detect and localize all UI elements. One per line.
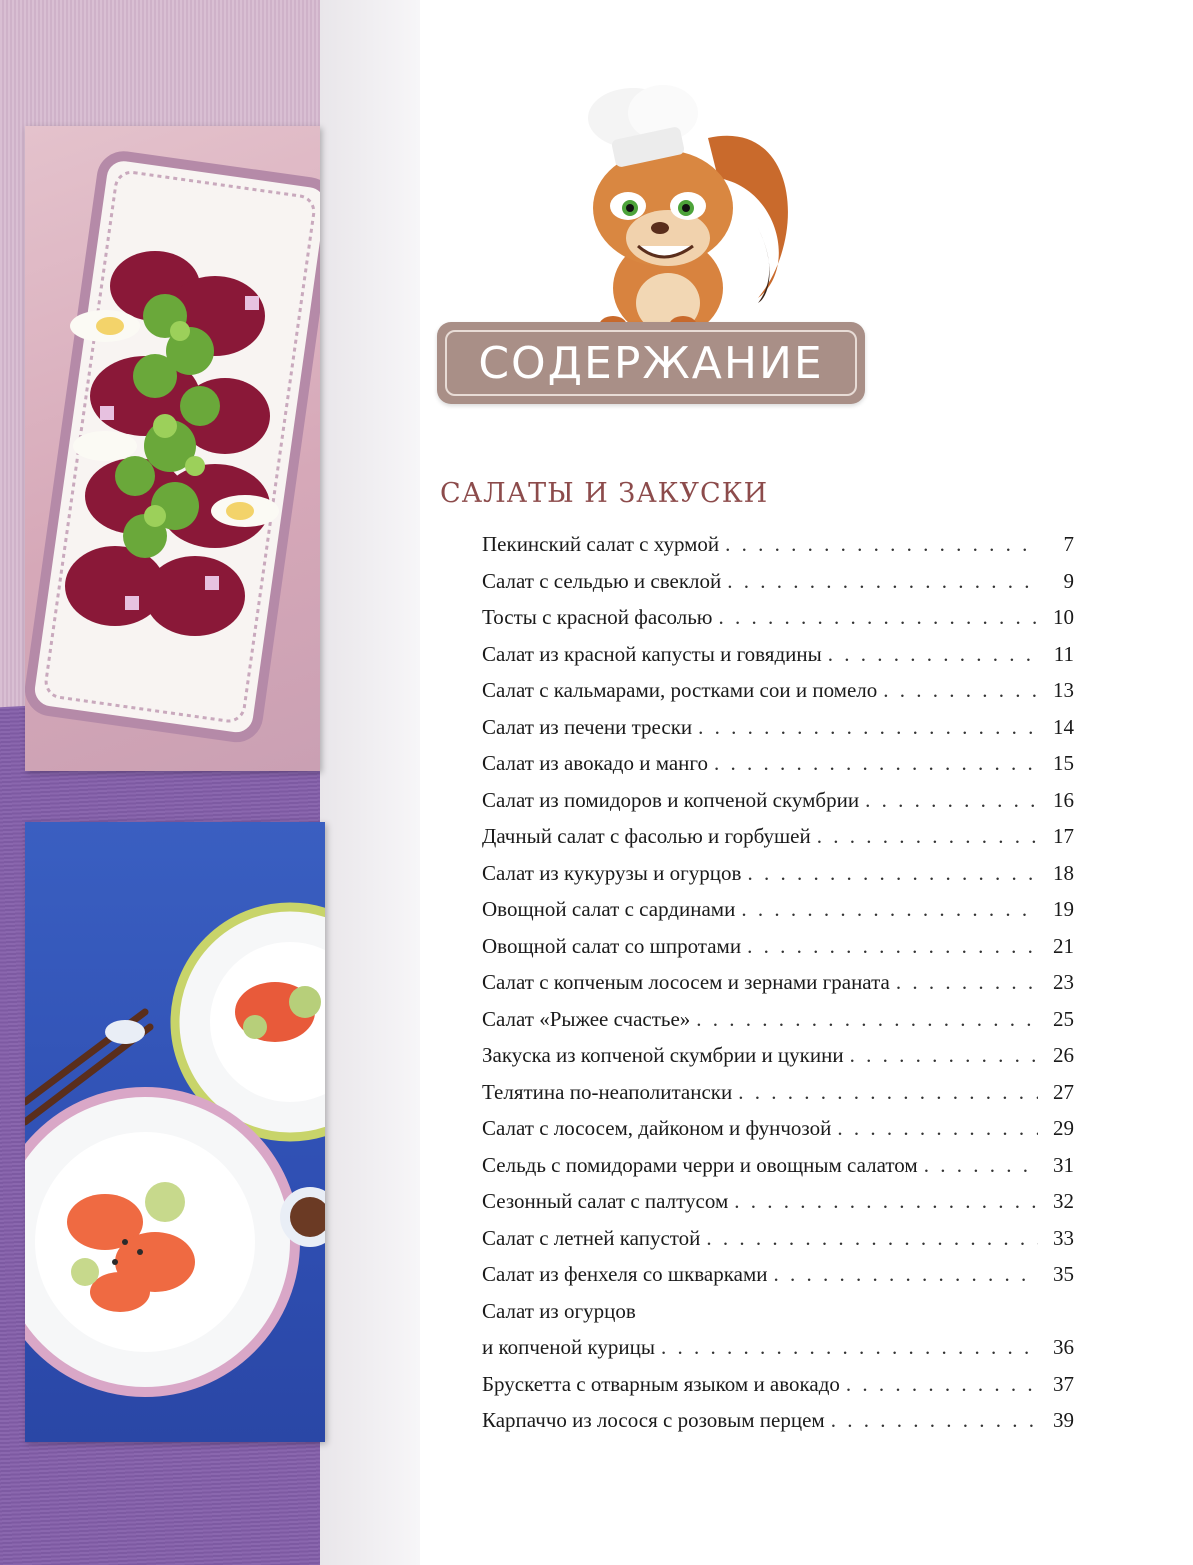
toc-leader-dots [817,818,1038,855]
toc-entry[interactable] [482,1293,1074,1366]
toc-leader-dots [846,1366,1038,1403]
toc-entry[interactable] [482,1074,1074,1111]
toc-entry-title: Салат из авокадо и манго [482,751,708,775]
toc-entry[interactable] [482,964,1074,1001]
toc-leader-dots [734,1183,1038,1220]
toc-entry-title: Салат из помидоров и копченой скумбрии [482,787,860,812]
toc-entry-title: Сезонный салат с палтусом [482,1189,729,1213]
toc-entry-page: 13 [1053,678,1074,702]
toc-entry[interactable] [482,818,1074,855]
toc-entry[interactable] [482,563,1074,600]
toc-entry[interactable] [482,636,1074,673]
toc-leader-dots [738,1074,1038,1111]
toc-leader-dots [661,1329,1038,1366]
toc-entry-page: 23 [1053,970,1074,994]
toc-list [482,526,1074,1439]
toc-entry[interactable] [482,672,1074,709]
toc-entry-title: Овощной салат со шпротами [482,933,742,958]
toc-entry-title-line1: Салат из огурцов [482,1298,636,1323]
toc-entry[interactable] [482,1001,1074,1038]
toc-entry[interactable] [482,782,1074,819]
toc-entry-title: Брускетта с отварным языком и авокадо [482,1371,840,1396]
toc-entry-page: 31 [1053,1152,1074,1177]
toc-entry-title: Салат с кальмарами, ростками сои и помело [482,678,878,702]
toc-leader-dots [719,599,1039,636]
toc-leader-dots [698,709,1038,746]
toc-entry-title: Салат из фенхеля со шкварками [482,1262,768,1286]
toc-entry[interactable] [482,709,1074,746]
toc-entry[interactable] [482,1147,1074,1184]
toc-entry-title: Дачный салат с фасолью и горбушей [482,824,811,848]
toc-entry-title: Закуска из копченой скумбрии и цукини [482,1043,844,1067]
toc-entry[interactable] [482,1366,1074,1403]
contents-heading: СОДЕРЖАНИЕ [478,337,824,389]
toc-leader-dots [747,855,1038,892]
toc-entry-title: Тосты с красной фасолью [482,605,713,629]
toc-entry-page: 39 [1053,1408,1074,1432]
toc-entry-page: 21 [1053,933,1074,958]
toc-entry[interactable] [482,599,1074,636]
toc-entry-page: 18 [1053,860,1074,885]
toc-entry-title: Салат с копченым лососем и зернами граната [482,970,890,994]
toc-entry-title: Салат из кукурузы и огурцов [482,860,742,885]
toc-entry-page: 27 [1053,1079,1074,1104]
contents-heading-frame [445,330,857,396]
toc-entry-title: Пекинский салат с хурмой [482,532,720,556]
section-title: САЛАТЫ И ЗАКУСКИ [440,478,769,509]
toc-leader-dots [773,1256,1038,1293]
toc-entry-page: 17 [1053,824,1074,848]
toc-entry-title: Сельдь с помидорами черри и овощным салатом [482,1152,918,1177]
toc-entry-page: 32 [1053,1189,1074,1213]
toc-entry-page: 26 [1053,1043,1074,1067]
toc-entry-page: 15 [1053,751,1074,775]
toc-entry-title: Телятина по-неаполитански [482,1079,733,1104]
toc-entry[interactable] [482,928,1074,965]
toc-leader-dots [924,1147,1038,1184]
toc-entry-page: 11 [1053,641,1074,666]
toc-entry-title: Салат из печени трески [482,714,693,739]
toc-leader-dots [883,672,1038,709]
toc-entry-page: 9 [1063,568,1074,593]
toc-leader-dots [850,1037,1038,1074]
chef-squirrel-mascot [568,78,802,338]
salmon-salad-plates-photo [25,822,325,1442]
toc-entry[interactable] [482,1402,1074,1439]
grey-paper-strip [320,0,420,1565]
toc-entry[interactable] [482,1256,1074,1293]
toc-leader-dots [741,891,1038,928]
toc-entry[interactable] [482,1220,1074,1257]
toc-entry[interactable] [482,1110,1074,1147]
toc-entry[interactable] [482,745,1074,782]
toc-leader-dots [896,964,1038,1001]
toc-entry-title: Салат с летней капустой [482,1225,701,1250]
toc-entry[interactable] [482,1183,1074,1220]
toc-entry-page: 35 [1053,1262,1074,1286]
beet-herring-salad-photo [25,126,320,771]
toc-entry[interactable] [482,891,1074,928]
toc-entry-page: 33 [1053,1225,1074,1250]
toc-leader-dots [828,636,1038,673]
toc-entry[interactable] [482,1037,1074,1074]
toc-entry-page: 29 [1053,1116,1074,1140]
left-decor-column [0,0,420,1565]
toc-leader-dots [831,1402,1038,1439]
toc-entry-page: 19 [1053,897,1074,921]
toc-leader-dots [727,563,1038,600]
toc-entry-title: Салат с лососем, дайконом и фунчозой [482,1116,832,1140]
toc-entry-title: Овощной салат с сардинами [482,897,736,921]
toc-entry-title: и копченой курицы [482,1335,655,1359]
toc-entry-title: Салат с сельдью и свеклой [482,568,722,593]
toc-leader-dots [714,745,1038,782]
toc-entry[interactable] [482,855,1074,892]
toc-leader-dots [706,1220,1038,1257]
contents-heading-banner [437,322,865,404]
toc-leader-dots [865,782,1038,819]
toc-entry-page: 25 [1053,1006,1074,1031]
toc-leader-dots [696,1001,1038,1038]
toc-entry-title: Салат из красной капусты и говядины [482,641,822,666]
toc-entry-page: 10 [1053,605,1074,629]
toc-leader-dots [725,526,1038,563]
toc-entry-page: 16 [1053,787,1074,812]
toc-leader-dots [837,1110,1038,1147]
toc-entry-page: 37 [1053,1371,1074,1396]
toc-leader-dots [747,928,1038,965]
toc-entry-page: 7 [1063,532,1074,556]
toc-entry-page: 36 [1053,1335,1074,1359]
toc-entry-title: Карпаччо из лосося с розовым перцем [482,1408,825,1432]
toc-entry[interactable] [482,526,1074,563]
toc-entry-title: Салат «Рыжее счастье» [482,1006,691,1031]
toc-entry-page: 14 [1053,714,1074,739]
